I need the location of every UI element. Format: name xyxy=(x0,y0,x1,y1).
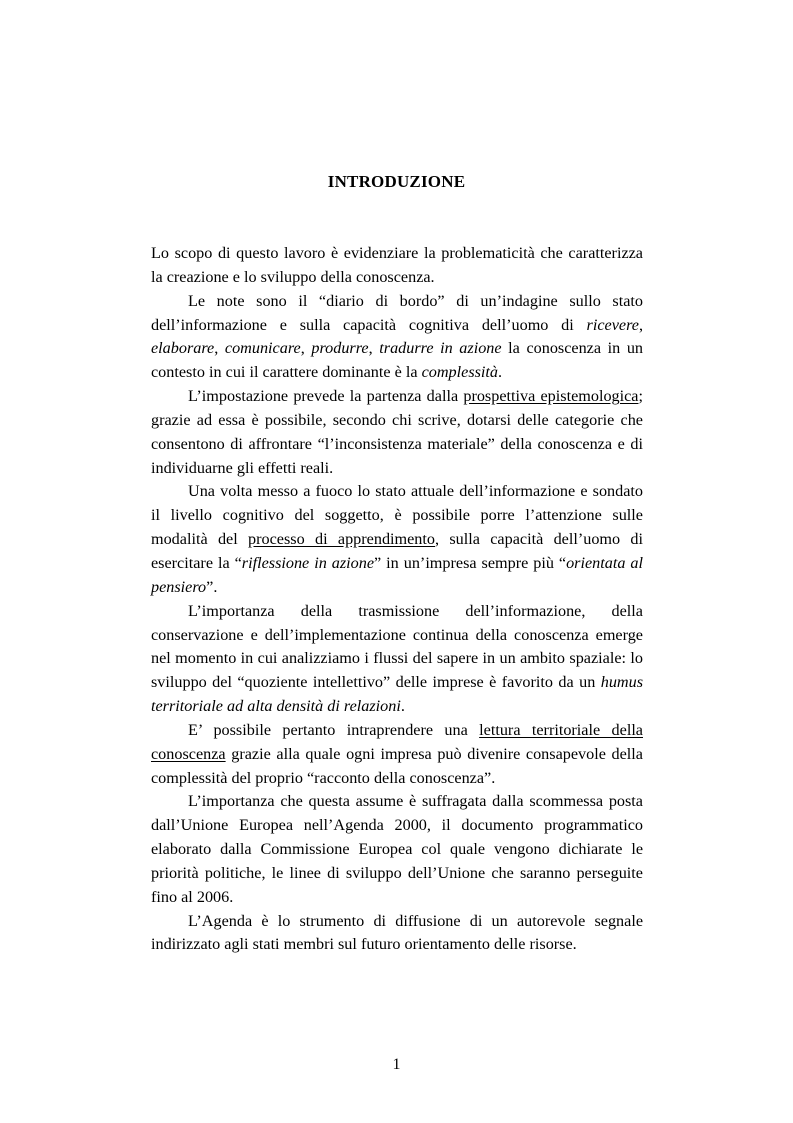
italic-text: ricevere xyxy=(586,315,639,334)
underlined-text: processo di apprendimento xyxy=(248,530,435,549)
text-run: L’importanza della trasmissione dell’informazione, della conservazione e dell’implementazione continua della conoscenza emerge nel momento in cui analizziamo i flussi del sapere in un ambito spaziale: lo sviluppo del “quoziente intellettivo” delle imprese è favorito da un xyxy=(151,601,643,692)
italic-text: elaborare xyxy=(151,339,215,358)
paragraph-8 xyxy=(151,910,643,958)
underlined-text: lettura territoriale della conoscenza xyxy=(151,720,643,763)
text-run: . xyxy=(400,697,405,716)
paragraph-1 xyxy=(151,242,643,290)
page-title: INTRODUZIONE xyxy=(327,172,466,191)
paragraph-5 xyxy=(151,600,643,719)
text-run: , sulla capacità dell’uomo di esercitare la “ xyxy=(151,530,644,572)
page-number: 1 xyxy=(392,1056,401,1073)
paragraph-6 xyxy=(151,719,643,791)
text-run: , xyxy=(214,339,225,358)
italic-text: riflessione in azione xyxy=(241,553,375,572)
text-run: grazie alla quale ogni impresa può divenire consapevole della complessità del proprio “racconto della conoscenza”. xyxy=(151,744,643,787)
text-run: ” in un’impresa sempre più “ xyxy=(374,553,567,572)
paragraph-7 xyxy=(151,790,643,909)
text-run: ”. xyxy=(206,577,218,596)
text-run: L’importanza che questa assume è suffragata dalla scommessa posta dall’Unione Europea nell’Agenda 2000, il documento programmatico elaborato dalla Commissione Europea col quale vengono dichiarate le priorità politiche, le linee di sviluppo dell’Unione che saranno perseguite fino al 2006. xyxy=(151,792,643,906)
italic-text: produrre xyxy=(311,339,369,358)
text-run: ; grazie ad essa è possibile, secondo chi scrive, dotarsi delle categorie che consentono di affrontare “l’inconsistenza materiale” della conoscenza e di individuarne gli effetti reali. xyxy=(151,387,643,477)
text-run: Le note sono il “diario di bordo” di un’indagine sullo stato dell’informazione e sulla capacità cognitiva dell’uomo di xyxy=(151,291,643,334)
text-run: , xyxy=(300,339,312,358)
text-run: , xyxy=(368,339,380,358)
text-run: . xyxy=(498,363,503,382)
paragraph-4 xyxy=(151,480,643,599)
italic-text: comunicare xyxy=(224,339,301,358)
underlined-text: prospettiva epistemologica xyxy=(463,387,639,406)
text-run: Una volta messo a fuoco lo stato attuale dell’informazione e sondato il livello cognitivo del soggetto, è possibile porre l’attenzione sulle modalità del xyxy=(151,482,643,549)
italic-text: complessità xyxy=(421,363,499,382)
italic-text: tradurre in azione xyxy=(379,339,502,358)
text-run: L’Agenda è lo strumento di diffusione di un autorevole segnale indirizzato agli stati membri sul futuro orientamento delle risorse. xyxy=(151,911,643,954)
text-run: E’ possibile pertanto intraprendere una xyxy=(188,720,480,739)
text-run: L’impostazione prevede la partenza dalla xyxy=(188,387,464,406)
text-run: , xyxy=(638,315,643,334)
paragraph-3 xyxy=(151,385,643,480)
italic-text: humus territoriale ad alta densità di relazioni xyxy=(151,673,643,716)
paragraph-2 xyxy=(151,290,643,385)
italic-text: orientata al pensiero xyxy=(151,553,643,596)
body-text xyxy=(151,242,643,957)
text-run: la conoscenza in un contesto in cui il carattere dominante è la xyxy=(151,339,644,382)
text-run: Lo scopo di questo lavoro è evidenziare la problematicità che caratterizza la creazione e lo sviluppo della conoscenza. xyxy=(151,244,643,286)
